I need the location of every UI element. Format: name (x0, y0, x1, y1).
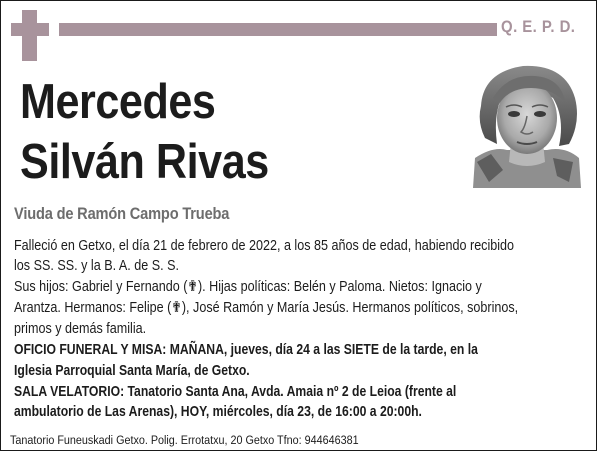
body-line-funeral-2: Iglesia Parroquial Santa María, de Getxo. (14, 363, 250, 379)
body-line-family-1: Sus hijos: Gabriel y Fernando (✟). Hijas políticas: Belén y Paloma. Nietos: Ignacio y (14, 279, 482, 295)
body-line-funeral-1: OFICIO FUNERAL Y MISA: MAÑANA, jueves, día 24 a las SIETE de la tarde, en la (14, 342, 478, 358)
funeral-home-footer: Tanatorio Funeuskadi Getxo. Polig. Errotatxu, 20 Getxo Tfno: 944646381 (10, 433, 359, 447)
header-divider-bar (59, 23, 497, 36)
widow-subtitle: Viuda de Ramón Campo Trueba (14, 204, 230, 223)
qepd-label: Q. E. P. D. (501, 17, 576, 36)
body-line-death-notice-1: Falleció en Getxo, el día 21 de febrero de 2022, a los 85 años de edad, habiendo recibido (14, 238, 515, 254)
body-line-family-2: Arantza. Hermanos: Felipe (✟), José Ramón y María Jesús. Hermanos políticos, sobrinos, (14, 300, 519, 316)
deceased-first-name: Mercedes (20, 75, 216, 129)
body-line-wake-1: SALA VELATORIO: Tanatorio Santa Ana, Avda. Amaia nº 2 de Leioa (frente al (14, 384, 457, 400)
portrait-image-icon (473, 58, 581, 188)
cross-icon-horizontal (11, 23, 49, 36)
body-line-family-3: primos y demás familia. (14, 321, 147, 337)
body-line-wake-2: ambulatorio de Las Arenas), HOY, miércoles, día 23, de 16:00 a 20:00h. (14, 404, 422, 420)
body-line-death-notice-2: los SS. SS. y la B. A. de S. S. (14, 258, 180, 274)
deceased-surnames: Silván Rivas (20, 135, 269, 189)
deceased-photo (473, 58, 581, 188)
